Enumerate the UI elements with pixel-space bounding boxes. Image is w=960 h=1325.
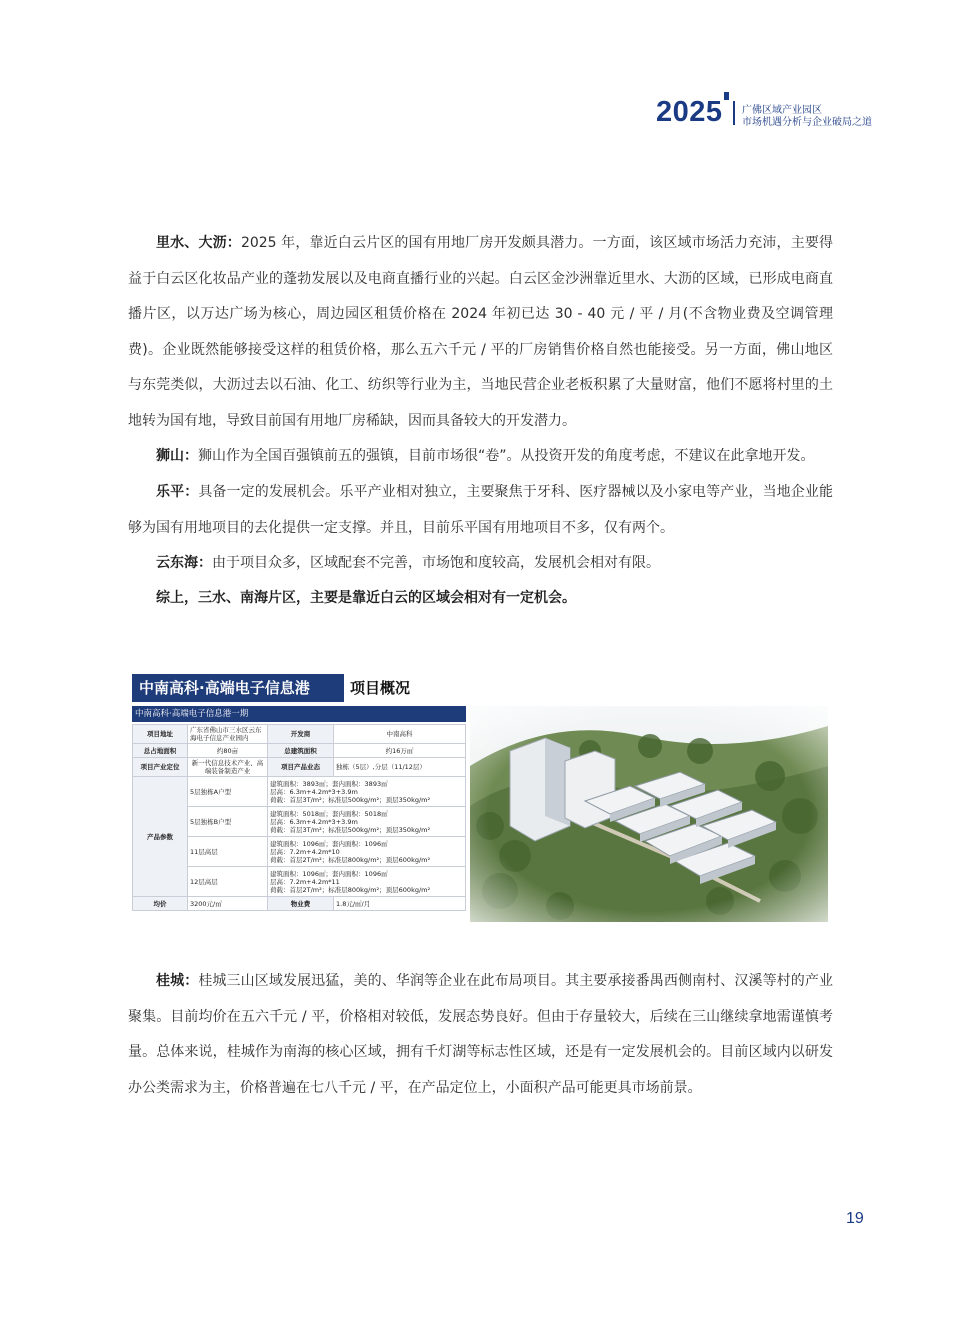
paragraph-summary: 综上，三水、南海片区，主要是靠近白云的区域会相对有一定机会。 [156,590,576,606]
header-accent-mark [724,92,729,100]
table-row [133,777,466,807]
spec-table-title: 中南高科·高端电子信息港一期 [132,706,466,722]
project-overview-figure [128,672,830,924]
value-property-fee: 1.8元/㎡/月 [334,897,466,911]
paragraph-lead: 云东海： [156,555,212,571]
header-title-line1: 广佛区域产业园区 [742,105,822,116]
detail-line: 荷载：首层2T/m²；标准层800kg/m²；顶层600kg/m² [270,885,431,894]
paragraph-lead: 狮山： [156,448,198,464]
label-positioning: 项目产业定位 [133,758,188,777]
detail-line: 层高：7.2m+4.2m*10 [270,847,340,856]
detail-line: 荷载：首层2T/m²；标准层800kg/m²；顶层600kg/m² [270,855,431,864]
paragraph-text: 桂城三山区域发展迅猛，美的、华润等企业在此布局项目。其主要承接番禺西侧南村、汉溪等村的产业聚集。目前均价在五六千元 / 平，价格相对较低，发展态势良好。但由于存量较大，后续在三山继续拿地需谨慎考量。总体来说，桂城作为南海的核心区域，拥有千灯湖等标志性区域，还是有一定发展机会的。目前区域内以研发办公类需求为主，价格普遍在七八千元 / 平，在产品定位上，小面积产品可能更具市场前景。 [128,973,834,1096]
product-detail [268,837,466,867]
paragraph-lead: 乐平： [156,484,199,500]
detail-line: 层高：6.3m+4.2m*3+3.9m [270,817,358,826]
label-address: 项目地址 [133,725,188,744]
value-product-form: 独栋（5层）,分层（11/12层） [334,758,466,777]
product-name: 5层独栋A户型 [188,777,268,807]
aerial-rendering-image [470,706,828,922]
detail-line: 建筑面积：3893㎡；套内面积：3893㎡ [270,779,388,788]
paragraph-text: 狮山作为全国百强镇前五的强镇，目前市场很“卷”。从投资开发的角度考虑，不建议在此拿地开发。 [198,448,815,464]
paragraph-yundonghai [128,546,833,582]
product-detail [268,777,466,807]
detail-line: 层高：7.2m+4.2m*11 [270,877,340,886]
paragraph-text: 具备一定的发展机会。乐平产业相对独立，主要聚焦于牙科、医疗器械以及小家电等产业，当地企业能够为国有用地项目的去化提供一定支撑。并且，目前乐平国有用地项目不多，仅有两个。 [128,484,834,536]
figure-project-title: 中南高科·高端电子信息港 [132,674,344,702]
paragraph-guicheng [128,964,833,1106]
header-title-line2: 市场机遇分析与企业破局之道 [742,117,872,128]
paragraph-text: 由于项目众多，区域配套不完善，市场饱和度较高，发展机会相对有限。 [212,555,660,571]
detail-line: 层高：6.3m+4.2m*3+3.9m [270,787,358,796]
table-row [133,725,466,744]
page-number: 19 [846,1210,864,1227]
product-name: 11层高层 [188,837,268,867]
project-spec-table [132,724,466,911]
detail-line: 建筑面积：1096㎡；套内面积：1096㎡ [270,839,388,848]
value-building-area: 约16万㎡ [334,744,466,758]
value-price: 3200元/㎡ [188,897,268,911]
label-property-fee: 物业费 [268,897,334,911]
table-row [133,744,466,758]
detail-line: 荷载：首层3T/m²；标准层500kg/m²；顶层350kg/m² [270,795,431,804]
detail-line: 建筑面积：1096㎡；套内面积：1096㎡ [270,869,388,878]
paragraph-leping [128,475,833,546]
figure-subtitle: 项目概况 [350,679,411,697]
header-divider [733,101,735,125]
paragraph-lead: 里水、大沥： [156,235,241,251]
label-params: 产品参数 [133,777,188,897]
product-detail [268,807,466,837]
value-positioning: 新一代信息技术产业、高端装备制造产业 [188,758,268,777]
value-address: 广东省佛山市三水区云东海电子信息产业园内 [188,725,268,744]
table-row [133,758,466,777]
label-product-form: 项目产品业态 [268,758,334,777]
paragraph-text: 2025 年，靠近白云片区的国有用地厂房开发颇具潜力。一方面，该区域市场活力充沛，主要得益于白云区化妆品产业的蓬勃发展以及电商直播行业的兴起。白云区金沙洲靠近里水、大沥的区域，已形成电商直播片区，以万达广场为核心，周边园区租赁价格在 2024 年初已达 30 - 40 元 / 平 / 月(不含物业费及空调管理费)。企业既然能够接受这样的租赁价格，那么五六千元 / 平的厂房销售价格自然也能接受。另一方面，佛山地区与东莞类似，大沥过去以石油、化工、纺织等行业为主，当地民营企业老板积累了大量财富，他们不愿将村里的土地转为国有地，导致目前国有用地厂房稀缺，因而具备较大的开发潜力。 [128,235,834,429]
paragraph-lishui-dali [128,226,833,439]
header-year: 2025 [656,96,723,128]
value-land-area: 约80亩 [188,744,268,758]
table-row [133,897,466,911]
detail-line: 建筑面积：5018㎡；套内面积：5018㎡ [270,809,388,818]
product-name: 12层高层 [188,867,268,897]
detail-line: 荷载：首层3T/m²；标准层500kg/m²；顶层350kg/m² [270,825,431,834]
label-building-area: 总建筑面积 [268,744,334,758]
label-developer: 开发商 [268,725,334,744]
value-developer: 中南高科 [334,725,466,744]
label-land-area: 总占地面积 [133,744,188,758]
paragraph-shishan [128,439,833,475]
product-detail [268,867,466,897]
product-name: 5层独栋B户型 [188,807,268,837]
paragraph-lead: 桂城： [156,973,199,989]
label-price: 均价 [133,897,188,911]
